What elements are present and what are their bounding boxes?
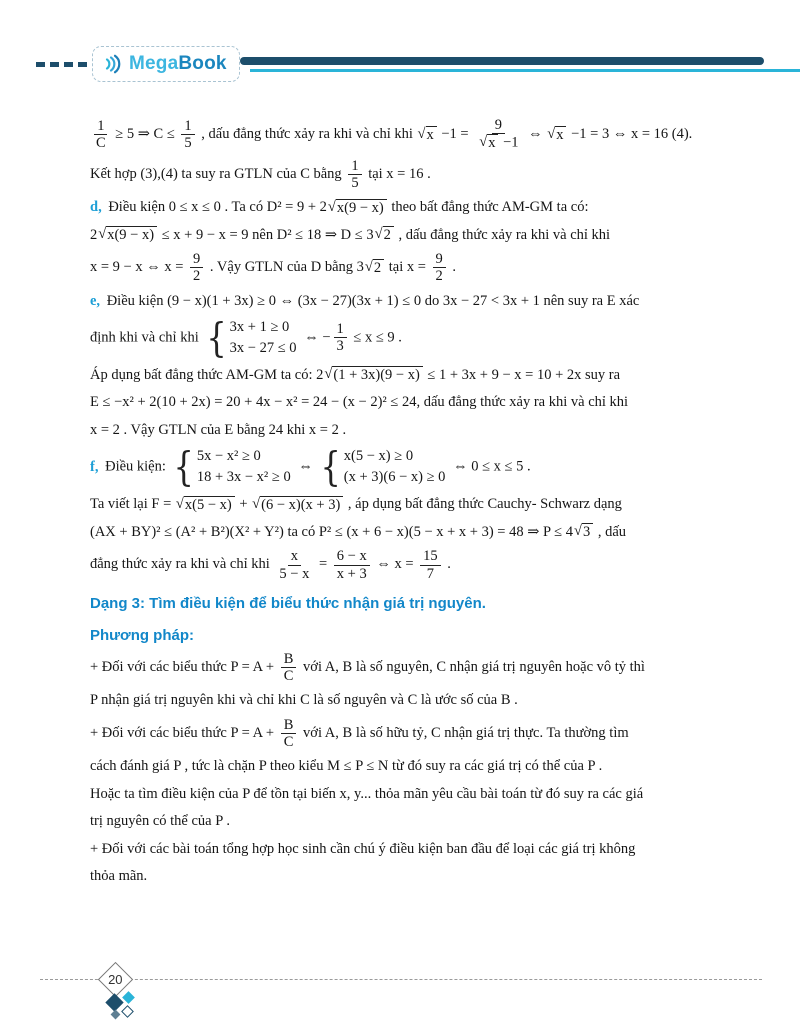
page-footer: [0, 966, 800, 1030]
item-label: f,: [90, 458, 103, 475]
header-teal-rule: [250, 69, 800, 72]
content-line: P nhận giá trị nguyên khi và chỉ khi C là số nguyên và C là ước số của B .: [90, 692, 518, 709]
radical: √ 2: [365, 259, 384, 277]
content-line: Ta viết lại F = √ x(5 − x) + √ (6 − x)(x + 3) , áp dụng bất đẳng thức Cauchy- Schwarz dạng: [90, 495, 622, 513]
radical: √ x(9 − x): [98, 226, 157, 244]
fraction: $\frac{6 - x}{x + 3}$: [334, 548, 370, 581]
radical-sign: √: [324, 366, 333, 383]
section-heading: Dạng 3: Tìm điều kiện để biểu thức nhận giá trị nguyên.: [90, 594, 486, 612]
fraction: 9 √ x −1: [479, 117, 519, 152]
radical-sign: √: [417, 125, 426, 142]
content-line: + Đối với các biểu thức P = A + $\frac{B}{C}$ với A, B là số nguyên, C nhận giá trị nguyên hoặc vô tỷ thì: [90, 650, 645, 685]
brace: {: [320, 443, 341, 491]
radical: √ x(5 − x): [176, 496, 235, 514]
fraction: $\frac{15}{7}$: [420, 548, 441, 581]
fraction: $\frac{9}{2}$: [190, 251, 203, 284]
fraction: $\frac{1}{3}$: [334, 321, 347, 354]
megabook-logo: [92, 46, 240, 82]
brace: {: [173, 443, 194, 491]
brace: {: [206, 313, 227, 362]
megabook-logo-text: [129, 53, 227, 75]
radical: √ x: [547, 126, 566, 144]
item-label: d,: [90, 199, 106, 216]
page-content: [90, 112, 735, 893]
content-line: thỏa mãn.: [90, 868, 148, 885]
fraction: $\frac{B}{C}$: [281, 717, 297, 750]
content-line: + Đối với các bài toán tổng hợp học sinh cần chú ý điều kiện ban đầu để loại các giá trị không: [90, 840, 636, 857]
header-navy-bar: [240, 57, 764, 65]
content-line: (AX + BY)² ≤ (A² + B²)(X² + Y²) ta có P² ≤ (x + 6 − x)(5 − x + x + 3) = 48 ⇒ P ≤ 4 √ 3 , dấu: [90, 523, 627, 541]
page-header: [0, 42, 800, 86]
fraction: $\frac{9}{2}$: [433, 251, 446, 284]
radical-sign: √: [175, 495, 184, 512]
fraction: $\frac{1}{5}$: [348, 158, 361, 191]
fraction: $\frac{1}{C}$: [96, 118, 106, 152]
item-label: e,: [90, 292, 104, 309]
radical: √ 2: [375, 226, 394, 244]
brand-book: Book: [178, 53, 227, 74]
fraction: $\frac{x}{5 - x}$: [279, 548, 310, 582]
cases-group: { 5x − x² ≥ 0 18 + 3x − x² ≥ 0: [173, 443, 291, 491]
content-line: cách đánh giá P , tức là chặn P theo kiểu M ≤ P ≤ N từ đó suy ra các giá trị có thể của P .: [90, 758, 603, 775]
diamond-ornament: [121, 1005, 134, 1018]
radical-sign: √: [98, 226, 107, 243]
radical: √ x: [418, 126, 437, 144]
radical-sign: √: [364, 258, 373, 275]
radical: √ (6 − x)(x + 3): [252, 496, 343, 514]
content-line: trị nguyên có thể của P .: [90, 813, 230, 830]
content-line: x = 2 . Vậy GTLN của E bằng 24 khi x = 2 .: [90, 421, 347, 438]
content-line: Kết hợp (3),(4) ta suy ra GTLN của C bằng $\frac{1}{5}$ tại x = 16 .: [90, 157, 431, 191]
content-line: x = 9 − x ⇔ x = $\frac{9}{2}$ . Vậy GTLN của D bằng 3 √ 2 tại x = $\frac{9}{2}$ .: [90, 251, 457, 285]
radical: √ x: [479, 134, 498, 152]
radical: √ 3: [574, 523, 593, 541]
radical-sign: √: [327, 198, 336, 215]
cases-group: { 3x + 1 ≥ 0 3x − 27 ≤ 0: [206, 313, 297, 362]
header-dashed-rule: [36, 62, 90, 67]
fraction: $\frac{B}{C}$: [281, 651, 297, 684]
diamond-ornament: [111, 1010, 121, 1020]
content-line: e, Điều kiện (9 − x)(1 + 3x) ≥ 0 ⇔ (3x − 27)(3x + 1) ≤ 0 do 3x − 27 < 3x + 1 nên suy ra E xác: [90, 292, 640, 309]
radical-sign: √: [479, 134, 488, 151]
content-line: 2 √ x(9 − x) ≤ x + 9 − x = 9 nên D² ≤ 18 ⇒ D ≤ 3 √ 2 , dấu đẳng thức xảy ra khi và chỉ khi: [90, 226, 611, 244]
content-line: định khi và chỉ khi { 3x + 1 ≥ 0 3x − 27 ≤ 0 ⇔ − $\frac{1}{3}$ ≤ x ≤ 9 .: [90, 313, 402, 362]
content-line: $\frac{1}{C}$ ≥ 5 ⇒ C ≤ $\frac{1}{5}$ , dấu đẳng thức xảy ra khi và chỉ khi √ x −1 = 9 √ x −1 ⇔ √ x −1 = 3 ⇔ x = 16 (4).: [90, 117, 735, 153]
page-number: 20: [108, 972, 123, 987]
radical-sign: √: [374, 226, 383, 243]
content-line: + Đối với các biểu thức P = A + $\frac{B}{C}$ với A, B là số hữu tỷ, C nhận giá trị thực. Ta thường tìm: [90, 716, 629, 751]
brand-mega: Mega: [129, 53, 179, 74]
footer-dashed-rule: [40, 979, 762, 980]
content-line: E ≤ −x² + 2(10 + 2x) = 20 + 4x − x² = 24 − (x − 2)² ≤ 24, dấu đẳng thức xảy ra khi và chỉ khi: [90, 394, 629, 411]
radical-sign: √: [574, 523, 582, 540]
content-line: đẳng thức xảy ra khi và chỉ khi $\frac{x}{5 - x}$ = $\frac{6 - x}{x + 3}$ ⇔ x = $\frac{15}{7}$ .: [90, 548, 451, 582]
radical-sign: √: [547, 125, 556, 142]
content-line: Hoặc ta tìm điều kiện của P để tồn tại biến x, y... thỏa mãn yêu cầu bài toán từ đó suy ra các giá: [90, 785, 644, 802]
content-line: Áp dụng bất đẳng thức AM-GM ta có: 2 √ (1 + 3x)(9 − x) ≤ 1 + 3x + 9 − x = 10 + 2x suy ra: [90, 366, 621, 384]
fraction: $\frac{1}{5}$: [181, 118, 194, 151]
content-line: d, Điều kiện 0 ≤ x ≤ 0 . Ta có D² = 9 + 2 √ x(9 − x) theo bất đẳng thức AM-GM ta có:: [90, 198, 589, 216]
megabook-logo-icon: [102, 53, 124, 75]
cases-group: { x(5 − x) ≥ 0 (x + 3)(6 − x) ≥ 0: [320, 443, 446, 491]
content-line: f, Điều kiện: { 5x − x² ≥ 0 18 + 3x − x² ≥ 0 ⇔ { x(5 − x) ≥ 0 (x + 3)(6 − x) ≥ 0 ⇔ 0 ≤ x ≤ 5 .: [90, 443, 531, 491]
section-heading: Phương pháp:: [90, 626, 195, 644]
radical-sign: √: [252, 495, 261, 512]
radical: √ (1 + 3x)(9 − x): [324, 366, 422, 384]
radical: √ x(9 − x): [328, 199, 387, 217]
